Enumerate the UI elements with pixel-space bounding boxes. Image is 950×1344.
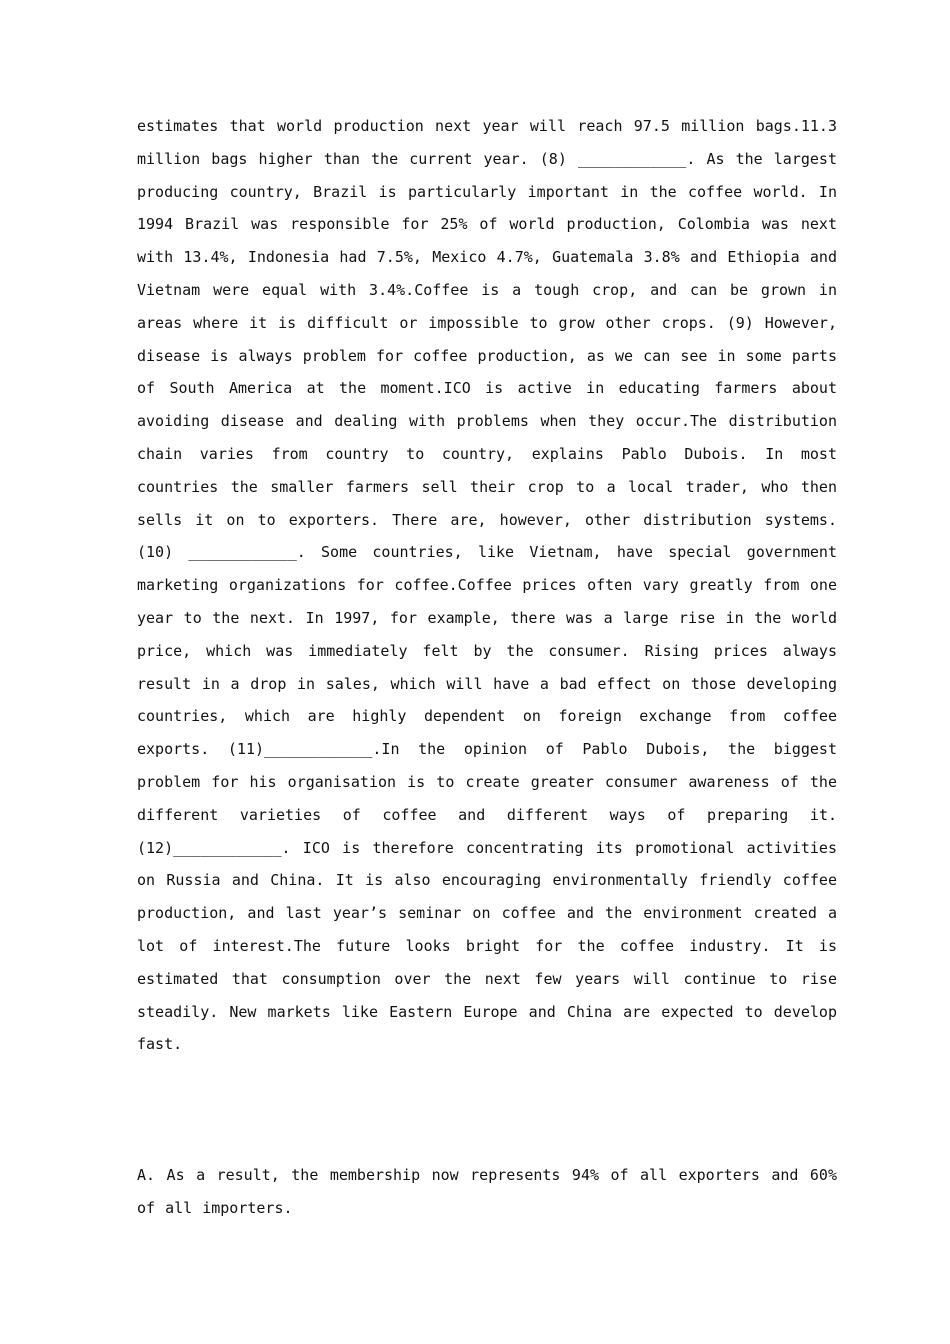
main-passage: estimates that world production next year will reach 97.5 million bags.11.3 million bags higher than the current year. (8) ____________. As the largest producing country, Brazil is particularly important in the coffee world. In 1994 Brazil was responsible for 25% of world production, Colombia was next with 13.4%, Indonesia had 7.5%, Mexico 4.7%, Guatemala 3.8% and Ethiopia and Vietnam were equal with 3.4%.Coffee is a tough crop, and can be grown in areas where it is difficult or impossible to grow other crops. (9) However, disease is always problem for coffee production, as we can see in some parts of South America at the moment.ICO is active in educating farmers about avoiding disease and dealing with problems when they occur.The distribution chain varies from country to country, explains Pablo Dubois. In most countries the smaller farmers sell their crop to a local trader, who then sells it on to exporters. There are, however, other distribution systems. (10) ____________. Some countries, like Vietnam, have special government marketing organizations for coffee.Coffee prices often vary greatly from one year to the next. In 1997, for example, there was a large rise in the world price, which was immediately felt by the consumer. Rising prices always result in a drop in sales, which will have a bad effect on those developing countries, which are highly dependent on foreign exchange from coffee exports. (11)____________.In the opinion of Pablo Dubois, the biggest problem for his organisation is to create greater consumer awareness of the different varieties of coffee and different ways of preparing it. (12)____________. ICO is therefore concentrating its promotional activities on Russia and China. It is also encouraging environmentally friendly coffee production, and last year’s seminar on coffee and the environment created a lot of interest.The future looks bright for the coffee industry. It is estimated that consumption over the next few years will continue to rise steadily. New markets like Eastern Europe and China are expected to develop fast. [137,117,837,1054]
option-a: A. As a result, the membership now represents 94% of all exporters and 60% of all importers. [137,1166,837,1217]
